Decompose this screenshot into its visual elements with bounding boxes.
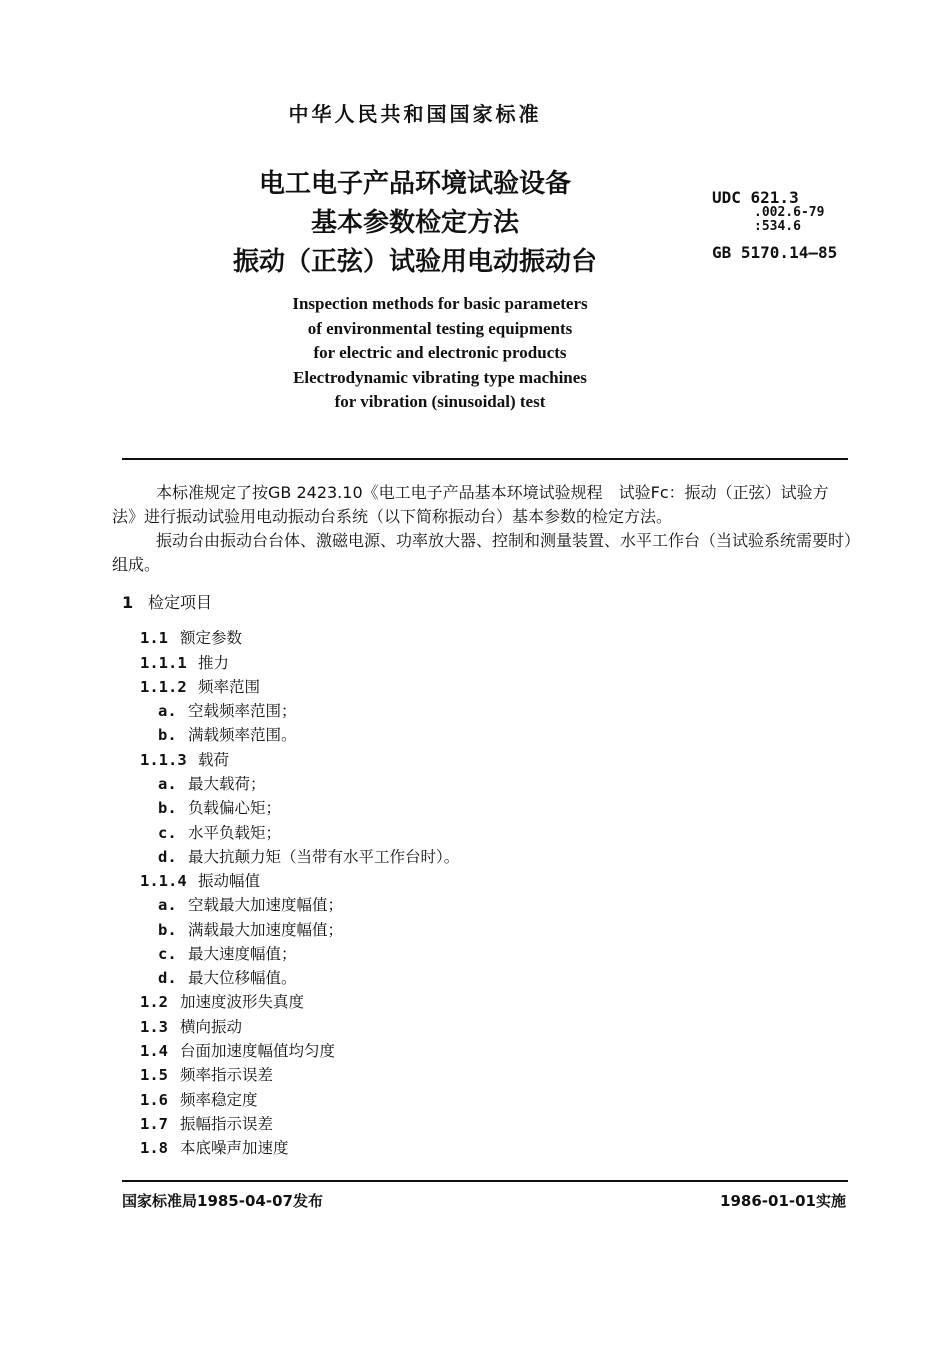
chinese-title-line-2: 基本参数检定方法: [310, 208, 519, 238]
english-title: [200, 292, 680, 415]
english-title-line-3: for electric and electronic products: [313, 343, 567, 362]
udc-line-3: :534.6: [754, 219, 801, 234]
list-item: 1.1.3 载荷: [140, 751, 230, 769]
list-item: 1.1.1 推力: [140, 654, 230, 672]
section-number: 1: [122, 593, 134, 612]
bottom-divider: [122, 1180, 848, 1182]
list-item: 1.8 本底噪声加速度: [140, 1139, 289, 1157]
standard-header: 中华人民共和国国家标准: [288, 102, 542, 126]
intro-paragraph-1: [112, 481, 852, 529]
effective-date: 1986-01-01实施: [720, 1192, 846, 1210]
chinese-title: [165, 165, 665, 282]
intro-text-2: 振动台由振动台台体、激磁电源、功率放大器、控制和测量装置、水平工作台（当试验系统需要时）组成。: [112, 531, 853, 574]
list-item: 1.4 台面加速度幅值均匀度: [140, 1042, 336, 1060]
list-item: 1.1.4 振动幅值: [140, 872, 261, 890]
udc-line-2: .002.6-79: [754, 205, 825, 220]
list-item: b. 满载最大加速度幅值；: [158, 921, 344, 939]
section-title: 检定项目: [148, 593, 213, 612]
list-item: 1.7 振幅指示误差: [140, 1115, 274, 1133]
list-item: 1.1.2 频率范围: [140, 678, 261, 696]
udc-line-1: UDC 621.3: [712, 188, 799, 207]
chinese-title-line-3: 振动（正弦）试验用电动振动台: [232, 247, 597, 277]
section-heading: [122, 590, 212, 613]
list-item: a. 最大载荷；: [158, 775, 266, 793]
issue-date: 国家标准局1985-04-07发布: [122, 1192, 323, 1210]
list-item: c. 最大速度幅值；: [158, 945, 297, 963]
english-title-line-1: Inspection methods for basic parameters: [292, 294, 588, 313]
intro-text-1: 本标准规定了按GB 2423.10《电工电子产品基本环境试验规程 试验Fc：振动（正弦）试验方法》进行振动试验用电动振动台系统（以下简称振动台）基本参数的检定方法。: [112, 483, 829, 526]
udc-code: [712, 190, 824, 234]
list-item: c. 水平负载矩；: [158, 824, 282, 842]
list-item: b. 负载偏心矩；: [158, 799, 282, 817]
english-title-line-5: for vibration (sinusoidal) test: [334, 392, 546, 411]
list-item: 1.1 额定参数: [140, 629, 243, 647]
list-item: a. 空载频率范围；: [158, 702, 297, 720]
list-item: 1.5 频率指示误差: [140, 1066, 274, 1084]
english-title-line-2: of environmental testing equipments: [307, 318, 573, 338]
list-item: 1.2 加速度波形失真度: [140, 993, 305, 1011]
list-item: 1.6 频率稳定度: [140, 1091, 258, 1109]
list-item: d. 最大抗颠力矩（当带有水平工作台时）。: [158, 848, 460, 866]
list-item: a. 空载最大加速度幅值；: [158, 896, 344, 914]
list-item: 1.3 横向振动: [140, 1018, 243, 1036]
gb-number: GB 5170.14—85: [712, 243, 838, 262]
english-title-line-4: Electrodynamic vibrating type machines: [293, 367, 587, 387]
top-divider: [122, 458, 848, 460]
list-item: d. 最大位移幅值。: [158, 969, 297, 987]
chinese-title-line-1: 电工电子产品环境试验设备: [258, 169, 571, 199]
intro-paragraph-2: [112, 529, 852, 577]
list-item: b. 满载频率范围。: [158, 726, 297, 744]
